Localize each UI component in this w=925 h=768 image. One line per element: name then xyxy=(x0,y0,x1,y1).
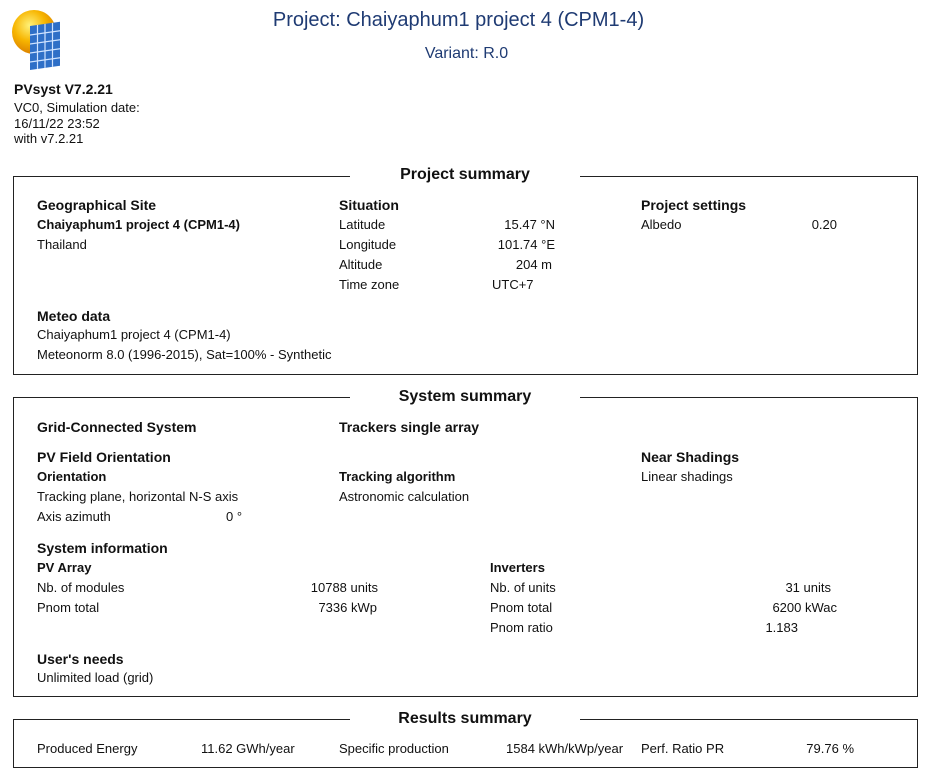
grid-system-heading: Grid-Connected System xyxy=(37,419,197,435)
performance-ratio-label: Perf. Ratio PR xyxy=(641,741,725,756)
tracking-algorithm-value: Astronomic calculation xyxy=(339,489,470,504)
pnom-total-value: 7336 kWp xyxy=(318,600,377,615)
performance-ratio-value: 79.76 % xyxy=(806,741,854,756)
variant-label: Variant: R.0 xyxy=(424,45,509,62)
specific-production-label: Specific production xyxy=(339,741,449,756)
inverter-nb-value: 31 units xyxy=(785,580,831,595)
timezone-label: Time zone xyxy=(339,277,400,292)
project-summary-title: Project summary xyxy=(350,166,580,184)
albedo-label: Albedo xyxy=(641,217,682,232)
orientation-heading: Orientation xyxy=(37,469,107,484)
longitude-label: Longitude xyxy=(339,237,397,252)
altitude-value: 204 m xyxy=(515,257,552,272)
inverters-heading: Inverters xyxy=(490,560,545,575)
axis-azimuth-value: 0 ° xyxy=(226,509,243,524)
project-settings-heading: Project settings xyxy=(641,197,747,213)
inverter-pnom-label: Pnom total xyxy=(490,600,553,615)
meteo-data-heading: Meteo data xyxy=(37,308,111,324)
produced-energy-value: 11.62 GWh/year xyxy=(201,741,295,756)
pv-array-heading: PV Array xyxy=(37,560,92,575)
meteo-site: Chaiyaphum1 project 4 (CPM1-4) xyxy=(37,327,231,342)
timezone-value: UTC+7 xyxy=(492,277,534,292)
simulation-version: with v7.2.21 xyxy=(14,131,84,146)
specific-production-value: 1584 kWh/kWp/year xyxy=(506,741,624,756)
altitude-label: Altitude xyxy=(339,257,383,272)
pnom-total-label: Pnom total xyxy=(37,600,100,615)
site-country: Thailand xyxy=(37,237,87,252)
system-summary-title: System summary xyxy=(350,388,580,406)
near-shadings-heading: Near Shadings xyxy=(641,449,740,465)
tracking-algorithm-heading: Tracking algorithm xyxy=(339,469,456,484)
albedo-value: 0.20 xyxy=(811,217,837,232)
software-name: PVsyst V7.2.21 xyxy=(14,81,113,97)
meteo-source: Meteonorm 8.0 (1996-2015), Sat=100% - Synthetic xyxy=(37,347,332,362)
nb-modules-value: 10788 units xyxy=(310,580,378,595)
simulation-date: 16/11/22 23:52 xyxy=(14,116,100,131)
trackers-heading: Trackers single array xyxy=(339,419,480,435)
users-needs-heading: User's needs xyxy=(37,651,124,667)
latitude-label: Latitude xyxy=(339,217,386,232)
near-shadings-value: Linear shadings xyxy=(641,469,733,484)
geo-site-heading: Geographical Site xyxy=(37,197,157,213)
axis-azimuth-label: Axis azimuth xyxy=(37,509,111,524)
latitude-value: 15.47 °N xyxy=(504,217,555,232)
situation-heading: Situation xyxy=(339,197,399,213)
orientation-value: Tracking plane, horizontal N-S axis xyxy=(37,489,239,504)
project-title: Project: Chaiyaphum1 project 4 (CPM1-4) xyxy=(272,9,645,31)
system-information-heading: System information xyxy=(37,540,168,556)
simulation-info-line1: VC0, Simulation date: xyxy=(14,100,140,115)
longitude-value: 101.74 °E xyxy=(497,237,555,252)
inverter-nb-label: Nb. of units xyxy=(490,580,556,595)
produced-energy-label: Produced Energy xyxy=(37,741,138,756)
pnom-ratio-label: Pnom ratio xyxy=(490,620,553,635)
nb-modules-label: Nb. of modules xyxy=(37,580,125,595)
site-name: Chaiyaphum1 project 4 (CPM1-4) xyxy=(37,217,240,232)
pnom-ratio-value: 1.183 xyxy=(765,620,798,635)
results-summary-title: Results summary xyxy=(350,710,580,728)
inverter-pnom-value: 6200 kWac xyxy=(772,600,837,615)
users-needs-value: Unlimited load (grid) xyxy=(37,670,154,685)
pv-field-heading: PV Field Orientation xyxy=(37,449,171,465)
